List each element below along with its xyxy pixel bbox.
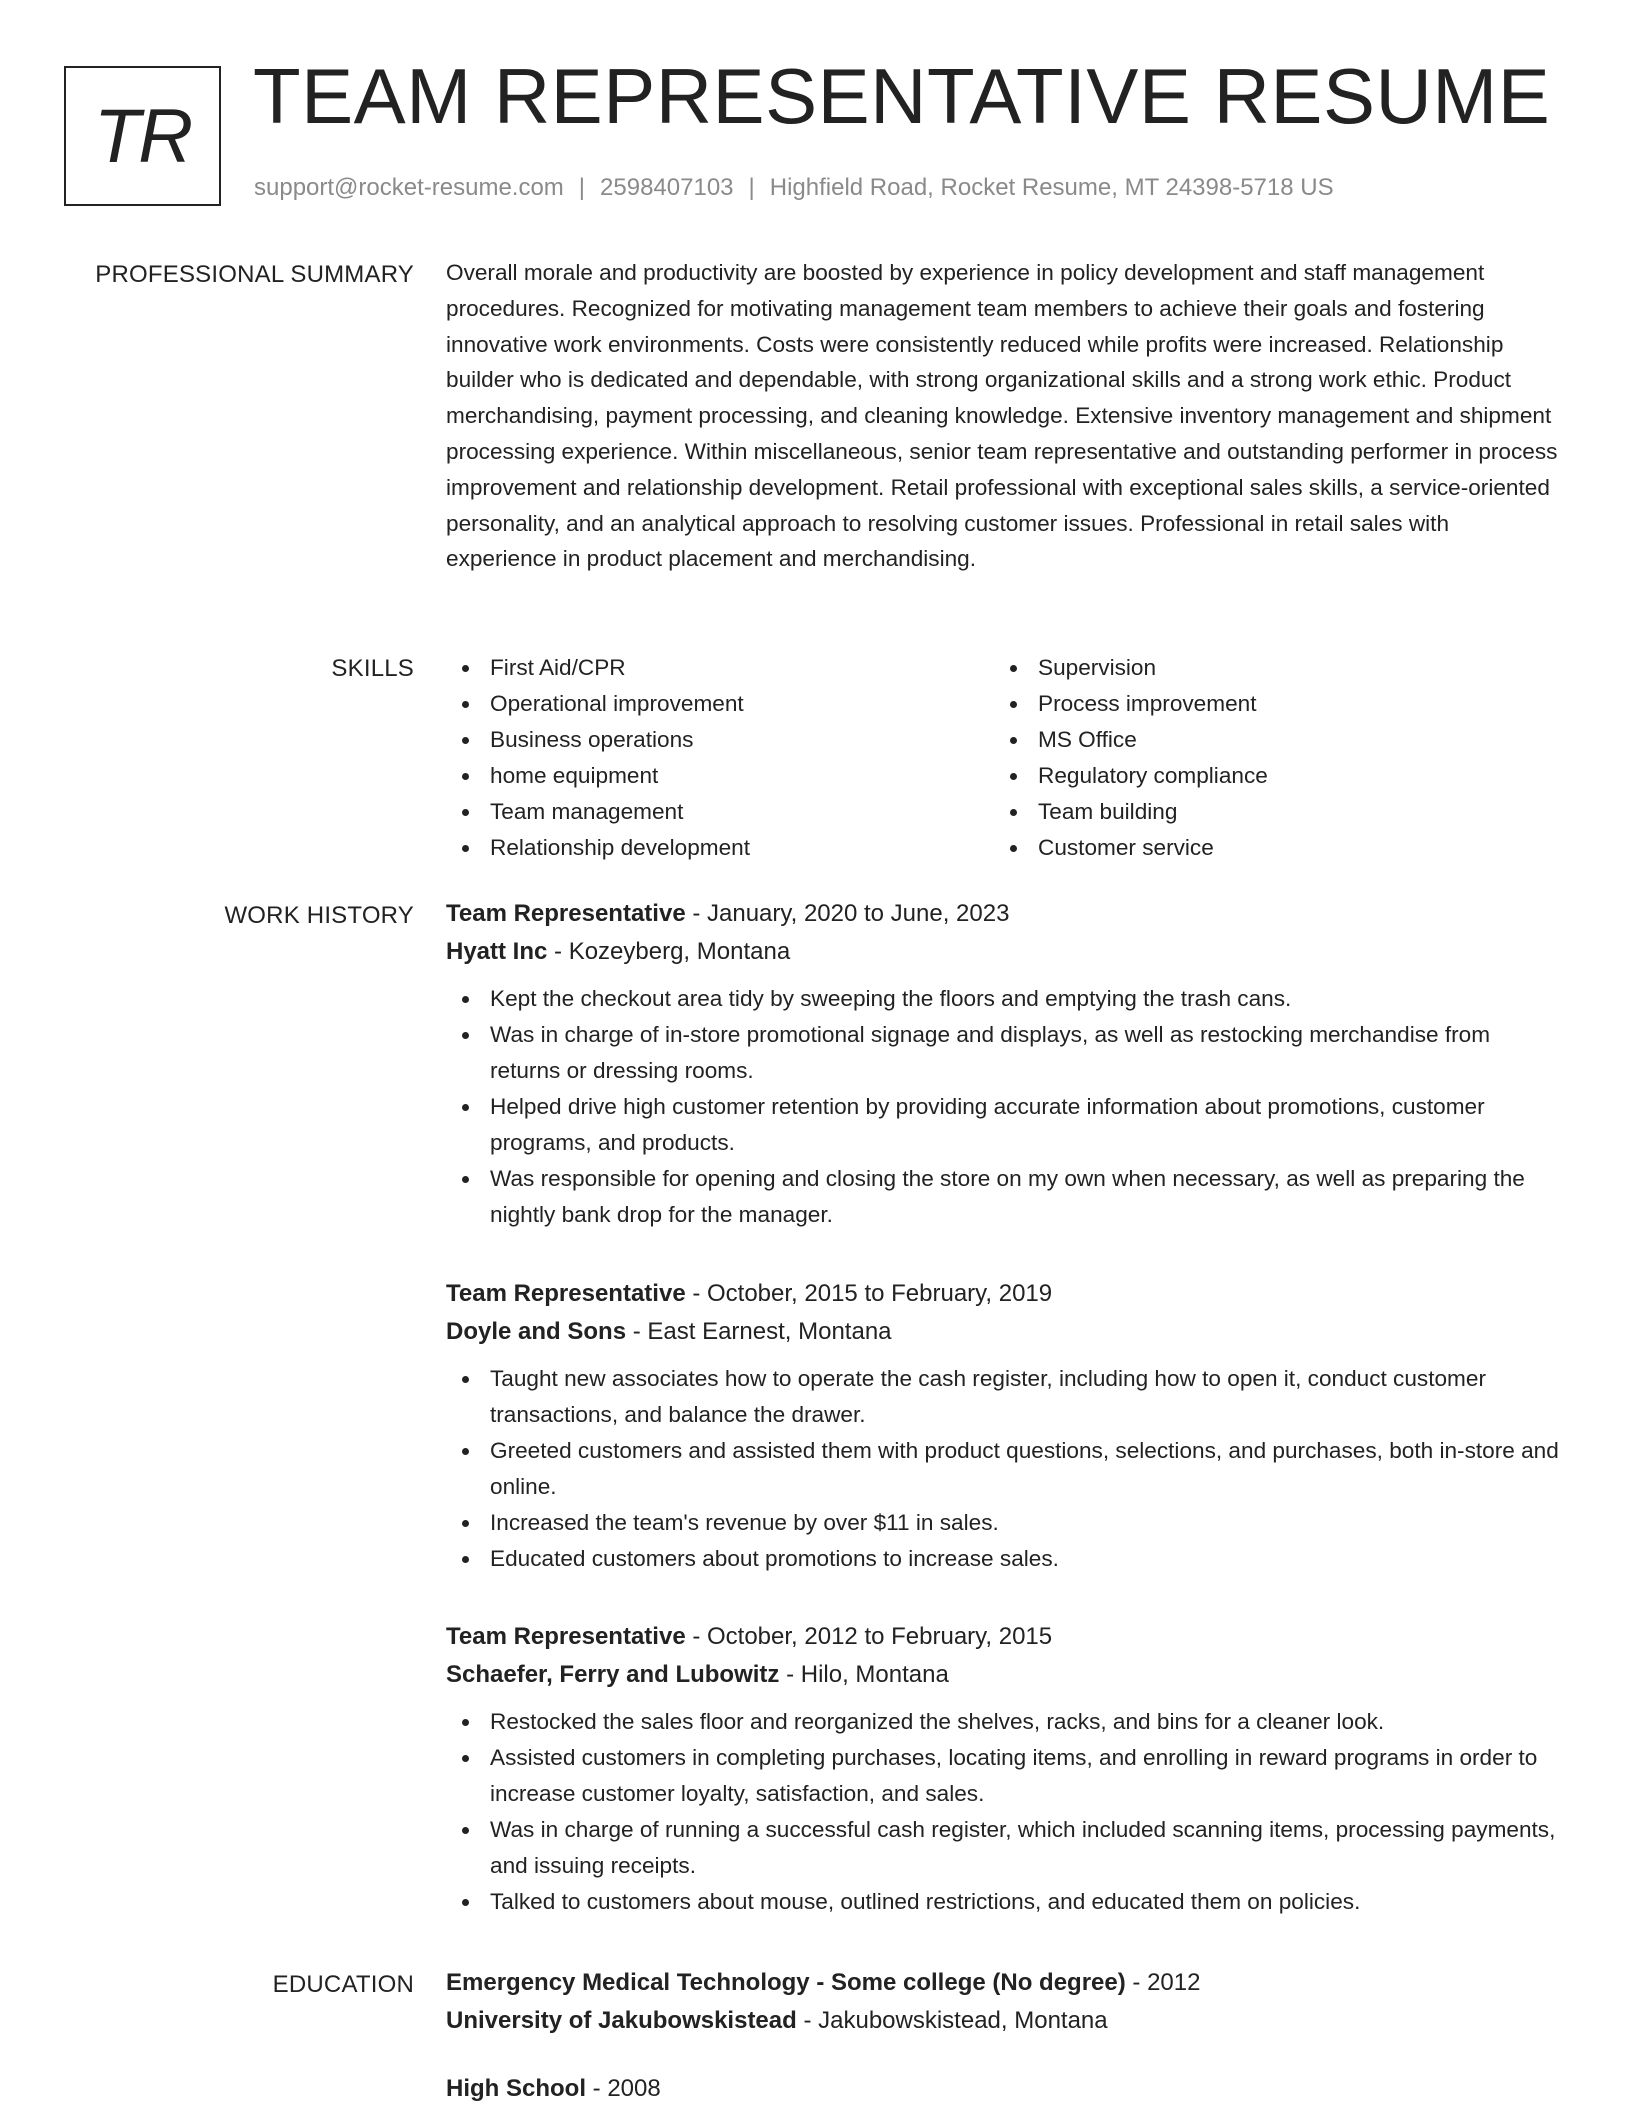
contact-separator: | — [748, 174, 755, 201]
job-dates: - January, 2020 to June, 2023 — [685, 900, 1010, 927]
contact-address: Highfield Road, Rocket Resume, MT 24398-5718 US — [769, 174, 1334, 201]
education-degree: High School — [446, 2075, 586, 2102]
section-title-work: WORK HISTORY — [224, 902, 414, 929]
job-dates: - October, 2015 to February, 2019 — [685, 1280, 1053, 1307]
skill-item: Customer service — [994, 830, 1542, 866]
job-location: - Hilo, Montana — [779, 1661, 949, 1688]
education-year: - 2008 — [586, 2075, 661, 2102]
skill-item: Process improvement — [994, 686, 1542, 722]
job-company-line — [446, 1656, 1561, 1694]
job-bullet: Was responsible for opening and closing the store on my own when necessary, as well as preparing the nightly bank drop for the manager. — [446, 1161, 1561, 1233]
education-degree: Emergency Medical Technology - Some college (No degree) — [446, 1969, 1126, 1996]
job-bullet: Taught new associates how to operate the cash register, including how to open it, conduct customer transactions, and balance the drawer. — [446, 1361, 1561, 1433]
skill-item: Team building — [994, 794, 1542, 830]
job-location: - Kozeyberg, Montana — [547, 938, 791, 965]
skills-list-right — [994, 650, 1542, 866]
education-degree-line — [446, 2070, 1561, 2108]
job-bullet: Educated customers about promotions to increase sales. — [446, 1541, 1561, 1577]
job-bullet: Helped drive high customer retention by providing accurate information about promotions, customer programs, and products. — [446, 1089, 1561, 1161]
education-school: University of Jakubowskistead — [446, 2007, 797, 2034]
job-company: Schaefer, Ferry and Lubowitz — [446, 1661, 780, 1688]
job-bullet: Kept the checkout area tidy by sweeping the floors and emptying the trash cans. — [446, 981, 1561, 1017]
contact-separator: | — [578, 174, 586, 201]
education-degree-line — [446, 1964, 1561, 2002]
job-company: Hyatt Inc — [446, 938, 548, 965]
skill-item: Regulatory compliance — [994, 758, 1542, 794]
resume-title: TEAM REPRESENTATIVE RESUME — [253, 52, 1551, 140]
job-bullet: Increased the team's revenue by over $11 in sales. — [446, 1505, 1561, 1541]
summary-text: Overall morale and productivity are boosted by experience in policy development and staff management procedures. Recognized for motivating management team members to achieve their goals and fostering innovative work environments. Costs were consistently reduced while profits were increased. Relationship builder who is dedicated and dependable, with strong organizational skills and a strong work ethic. Product merchandising, payment processing, and cleaning knowledge. Extensive inventory management and shipment processing experience. Within miscellaneous, senior team representative and outstanding performer in process improvement and relationship development. Retail professional with exceptional sales skills, a service-oriented personality, and an analytical approach to resolving customer issues. Professional in retail sales with experience in product placement and merchandising. — [446, 260, 1558, 572]
job-bullet: Talked to customers about mouse, outlined restrictions, and educated them on policies. — [446, 1884, 1561, 1920]
job-bullet: Assisted customers in completing purchases, locating items, and enrolling in reward programs in order to increase customer loyalty, satisfaction, and sales. — [446, 1740, 1561, 1812]
education-location: - Jakubowskistead, Montana — [796, 2007, 1108, 2034]
job-bullet: Was in charge of in-store promotional signage and displays, as well as restocking merchandise from returns or dressing rooms. — [446, 1017, 1561, 1089]
job-bullets — [446, 981, 1561, 1233]
job-company-line — [446, 933, 1561, 971]
job-company: Doyle and Sons — [446, 1318, 627, 1345]
skill-item: Operational improvement — [446, 686, 994, 722]
contact-email[interactable]: support@rocket-resume.com — [254, 174, 564, 201]
job-bullets — [446, 1704, 1561, 1920]
skill-item: Supervision — [994, 650, 1542, 686]
monogram-badge — [64, 66, 221, 206]
skills-list-left — [446, 650, 994, 866]
monogram-initials: TR — [93, 93, 192, 179]
job-title-line — [446, 1618, 1561, 1656]
contact-line — [254, 174, 1334, 202]
section-title-summary: PROFESSIONAL SUMMARY — [95, 261, 414, 288]
job-bullets — [446, 1361, 1561, 1577]
contact-phone[interactable]: 2598407103 — [600, 174, 734, 201]
section-title-education: EDUCATION — [272, 1971, 414, 1998]
skill-item: MS Office — [994, 722, 1542, 758]
skill-item: home equipment — [446, 758, 994, 794]
job-company-line — [446, 1313, 1561, 1351]
job-bullet: Greeted customers and assisted them with product questions, selections, and purchases, both in-store and online. — [446, 1433, 1561, 1505]
job-title-line — [446, 895, 1561, 933]
job-role: Team Representative — [446, 1280, 686, 1307]
job-bullet: Restocked the sales floor and reorganized the shelves, racks, and bins for a cleaner look. — [446, 1704, 1561, 1740]
job-title-line — [446, 1275, 1561, 1313]
job-dates: - October, 2012 to February, 2015 — [685, 1623, 1053, 1650]
job-bullet: Was in charge of running a successful cash register, which included scanning items, processing payments, and issuing receipts. — [446, 1812, 1561, 1884]
skill-item: Relationship development — [446, 830, 994, 866]
education-school-line — [446, 2002, 1561, 2040]
job-location: - East Earnest, Montana — [626, 1318, 892, 1345]
skill-item: Team management — [446, 794, 994, 830]
education-year: - 2012 — [1125, 1969, 1201, 1996]
job-role: Team Representative — [446, 1623, 686, 1650]
section-title-skills: SKILLS — [331, 655, 414, 682]
skill-item: Business operations — [446, 722, 994, 758]
skill-item: First Aid/CPR — [446, 650, 994, 686]
job-role: Team Representative — [446, 900, 686, 927]
